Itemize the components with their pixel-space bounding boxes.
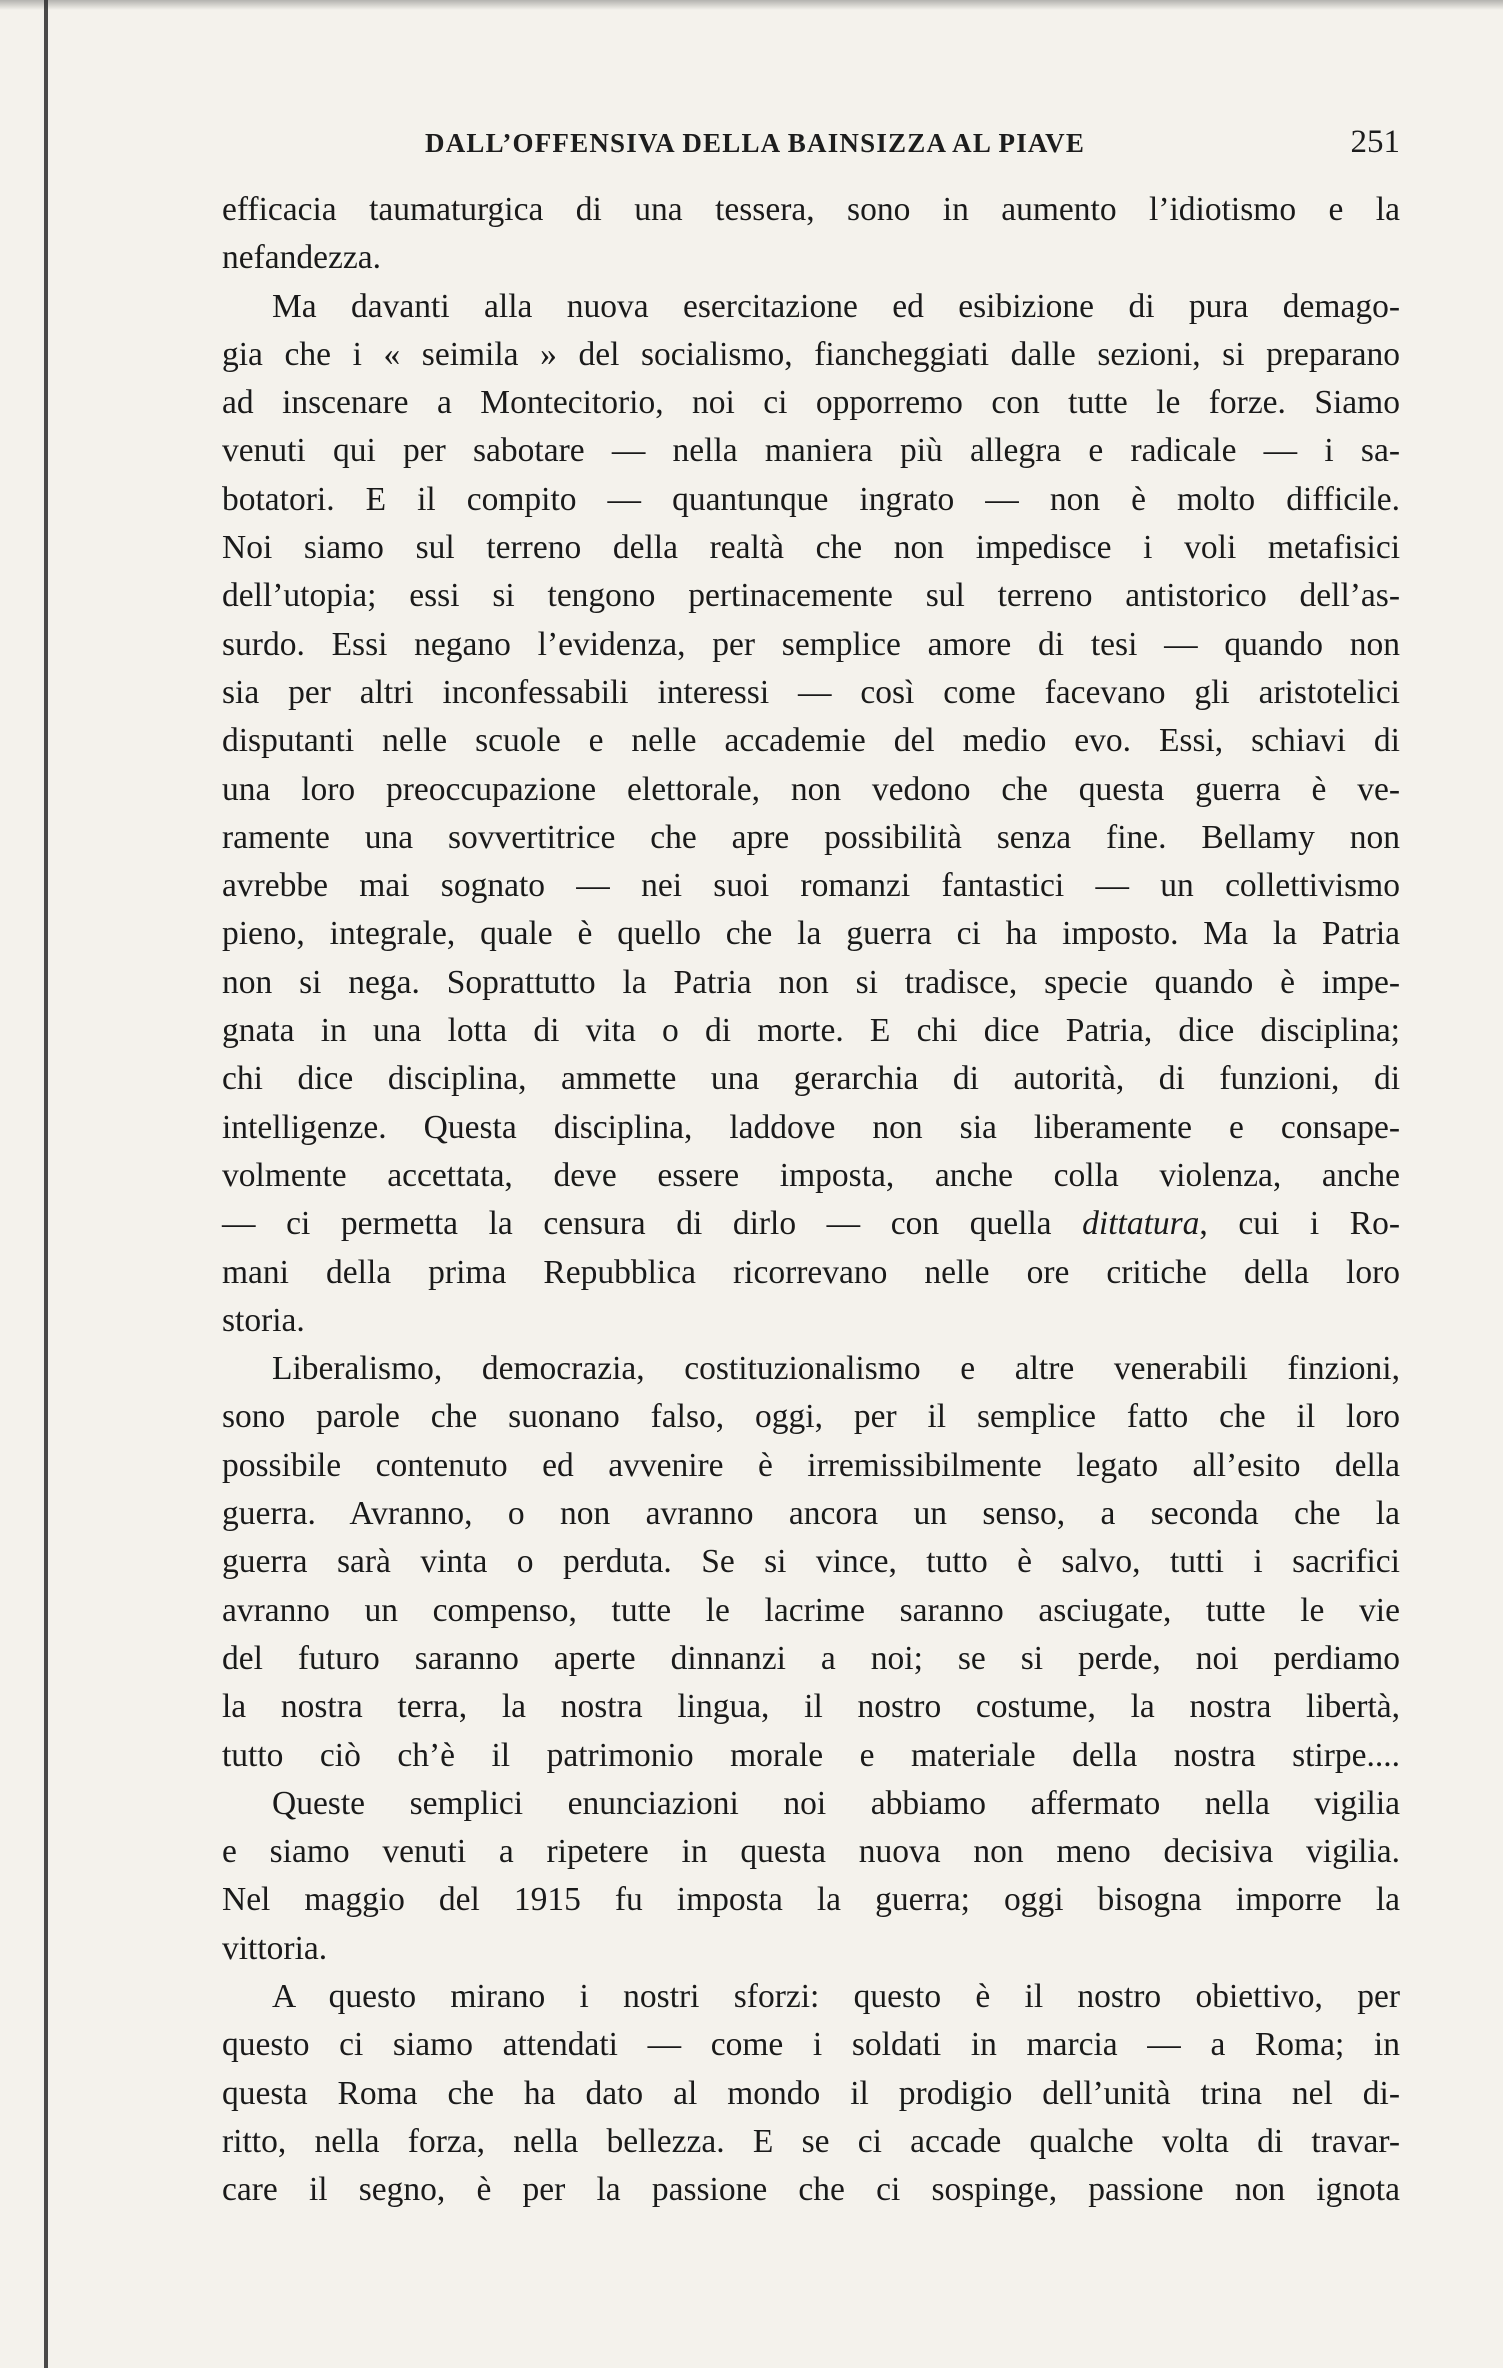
- text-line: nefandezza.: [222, 239, 381, 277]
- text-line: e siamo venuti a ripetere in questa nuova non meno decisiva vigilia.: [222, 1833, 1400, 1871]
- text-line: tutto ciò ch’è il patrimonio morale e materiale della nostra stirpe....: [222, 1736, 1400, 1774]
- text-line: gia che i « seimila » del socialismo, fiancheggiati dalle sezioni, si preparano: [222, 335, 1400, 373]
- text-line: sono parole che suonano falso, oggi, per il semplice fatto che il loro: [222, 1398, 1400, 1436]
- text-line: avranno un compenso, tutte le lacrime saranno asciugate, tutte le vie: [222, 1591, 1400, 1629]
- text-line: questo ci siamo attendati — come i soldati in marcia — a Roma; in: [222, 2026, 1400, 2064]
- paragraph-4: [222, 1780, 1400, 1973]
- page-header: [425, 124, 1400, 168]
- text-line: questa Roma che ha dato al mondo il prodigio dell’unità trina nel di-: [222, 2074, 1400, 2112]
- text-line: disputanti nelle scuole e nelle accademie del medio evo. Essi, schiavi di: [222, 722, 1400, 760]
- text-line: volmente accettata, deve essere imposta, anche colla violenza, anche: [222, 1156, 1400, 1194]
- text-line: sia per altri inconfessabili interessi — così come facevano gli aristotelici: [222, 673, 1400, 711]
- page-number: 251: [1350, 124, 1400, 160]
- text-line: ritto, nella forza, nella bellezza. E se ci accade qualche volta di travar-: [222, 2122, 1400, 2160]
- paragraph-2: [222, 283, 1400, 1346]
- paragraph-5: [222, 1973, 1400, 2214]
- text-line: pieno, integrale, quale è quello che la guerra ci ha imposto. Ma la Patria: [222, 915, 1400, 953]
- text-line: chi dice disciplina, ammette una gerarchia di autorità, di funzioni, di: [222, 1060, 1400, 1098]
- text-line: una loro preoccupazione elettorale, non vedono che questa guerra è ve-: [222, 770, 1400, 808]
- text-line: venuti qui per sabotare — nella maniera più allegra e radicale — i sa-: [222, 432, 1400, 470]
- paragraph-1: [222, 186, 1400, 283]
- text-line: Ma davanti alla nuova esercitazione ed esibizione di pura demago-: [272, 287, 1400, 325]
- text-line: ad inscenare a Montecitorio, noi ci opporremo con tutte le forze. Siamo: [222, 384, 1400, 422]
- text-line: gnata in una lotta di vita o di morte. E chi dice Patria, dice disciplina;: [222, 1012, 1400, 1050]
- italic-word: dittatura: [1082, 1205, 1200, 1243]
- text-line: vittoria.: [222, 1929, 328, 1967]
- text-line: guerra sarà vinta o perduta. Se si vince, tutto è salvo, tutti i sacrifici: [222, 1543, 1400, 1581]
- paragraph-3: [222, 1345, 1400, 1780]
- text-line: mani della prima Repubblica ricorrevano nelle ore critiche della loro: [222, 1253, 1400, 1291]
- text-line: storia.: [222, 1301, 305, 1339]
- text-line: del futuro saranno aperte dinnanzi a noi; se si perde, noi perdiamo: [222, 1639, 1400, 1677]
- text-line: Queste semplici enunciazioni noi abbiamo affermato nella vigilia: [272, 1784, 1400, 1822]
- text-line: [222, 1200, 1400, 1248]
- binding-edge: [44, 0, 48, 2368]
- text-line: la nostra terra, la nostra lingua, il nostro costume, la nostra libertà,: [222, 1688, 1400, 1726]
- scan-edge-shadow: [0, 0, 1503, 10]
- body-text: [222, 186, 1400, 2214]
- text-line: avrebbe mai sognato — nei suoi romanzi fantastici — un collettivismo: [222, 867, 1400, 905]
- text-line: Noi siamo sul terreno della realtà che non impedisce i voli metafisici: [222, 529, 1400, 567]
- text-line: guerra. Avranno, o non avranno ancora un senso, a seconda che la: [222, 1495, 1400, 1533]
- text-line: efficacia taumaturgica di una tessera, sono in aumento l’idiotismo e la: [222, 191, 1400, 228]
- text-line: botatori. E il compito — quantunque ingrato — non è molto difficile.: [222, 480, 1400, 518]
- text-line: ramente una sovvertitrice che apre possibilità senza fine. Bellamy non: [222, 818, 1400, 856]
- text-line: A questo mirano i nostri sforzi: questo è il nostro obiettivo, per: [272, 1977, 1400, 2015]
- text-fragment: , cui i Ro-: [1199, 1205, 1401, 1243]
- text-line: possibile contenuto ed avvenire è irremissibilmente legato all’esito della: [222, 1446, 1400, 1484]
- text-line: non si nega. Soprattutto la Patria non si tradisce, specie quando è impe-: [222, 963, 1400, 1001]
- text-line: care il segno, è per la passione che ci sospinge, passione non ignota: [222, 2171, 1400, 2209]
- running-title: DALL’OFFENSIVA DELLA BAINSIZZA AL PIAVE: [425, 128, 1086, 158]
- text-line: surdo. Essi negano l’evidenza, per semplice amore di tesi — quando non: [222, 625, 1400, 663]
- text-line: Nel maggio del 1915 fu imposta la guerra; oggi bisogna imporre la: [222, 1881, 1400, 1919]
- text-line: dell’utopia; essi si tengono pertinacemente sul terreno antistorico dell’as-: [222, 577, 1400, 615]
- text-line: intelligenze. Questa disciplina, laddove non sia liberamente e consape-: [222, 1108, 1400, 1146]
- text-line: Liberalismo, democrazia, costituzionalismo e altre venerabili finzioni,: [272, 1350, 1400, 1388]
- text-fragment: — ci permetta la censura di dirlo — con quella: [222, 1205, 1083, 1243]
